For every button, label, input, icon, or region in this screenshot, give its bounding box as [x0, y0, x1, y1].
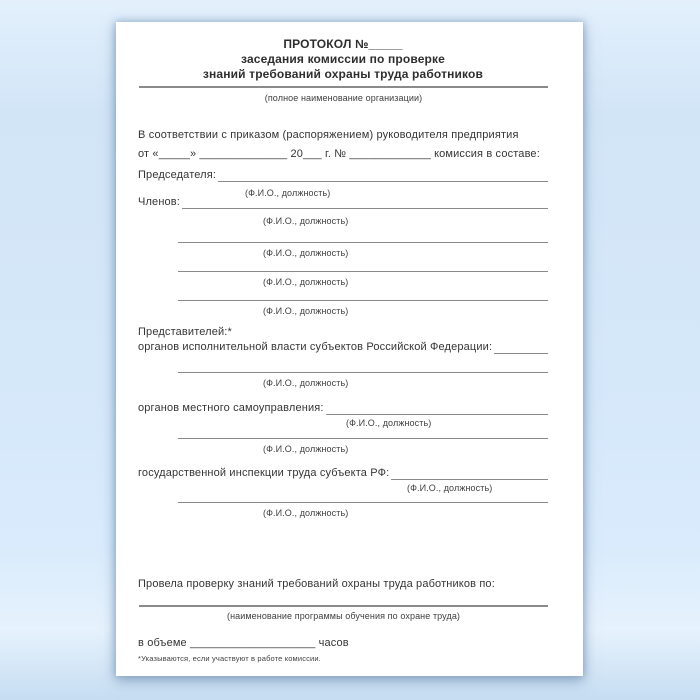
fio-caption: (Ф.И.О., должность) [263, 277, 349, 287]
title-line-2: заседания комиссии по проверке [240, 52, 445, 66]
member-blank-line [178, 242, 548, 243]
fio-caption: (Ф.И.О., должность) [263, 378, 349, 388]
volume-line: в объеме ____________________ часов [138, 637, 349, 649]
fio-caption: (Ф.И.О., должность) [263, 248, 349, 258]
program-caption: (наименование программы обучения по охране труда) [226, 611, 461, 621]
rep-inspection-blank-line [178, 502, 548, 503]
rep-local-label: органов местного самоуправления: [138, 402, 324, 414]
rep-local-blank-line [178, 438, 548, 439]
org-name-caption: (полное наименование организации) [264, 93, 423, 103]
fio-caption: (Ф.И.О., должность) [263, 508, 349, 518]
members-row [138, 197, 548, 209]
intro-line-1: В соответствии с приказом (распоряжением) руководителя предприятия [138, 129, 519, 141]
fio-caption: (Ф.И.О., должность) [263, 306, 349, 316]
members-label: Членов: [138, 196, 181, 208]
fio-caption: (Ф.И.О., должность) [407, 483, 493, 493]
rep-inspection-label: государственной инспекции труда субъекта РФ: [138, 467, 390, 479]
footnote: *Указываются, если участвуют в работе комиссии. [138, 654, 321, 663]
fio-caption: (Ф.И.О., должность) [263, 444, 349, 454]
chairman-row [138, 170, 548, 182]
fio-caption: (Ф.И.О., должность) [263, 216, 349, 226]
document-title [138, 37, 548, 82]
conducted-line: Провела проверку знаний требований охраны труда работников по: [138, 578, 495, 590]
representatives-label: Представителей:* [138, 326, 232, 338]
program-blank-line [139, 605, 548, 607]
title-line-1: ПРОТОКОЛ №_____ [283, 37, 403, 51]
title-line-3: знаний требований охраны труда работников [202, 67, 484, 81]
fio-caption: (Ф.И.О., должность) [346, 418, 432, 428]
rep-local-blank-line [326, 402, 548, 415]
rep-inspection-blank-line [391, 467, 548, 480]
member-blank-line [182, 196, 548, 209]
member-blank-line [178, 271, 548, 272]
chairman-label: Председателя: [138, 169, 217, 181]
member-blank-line [178, 300, 548, 301]
chairman-blank-line [218, 169, 548, 182]
org-name-blank-line [139, 86, 548, 88]
intro-line-2: от «_____» ______________ 20___ г. № _____________ комиссия в составе: [138, 148, 540, 160]
document-page [116, 22, 583, 676]
fio-caption: (Ф.И.О., должность) [245, 188, 331, 198]
rep-local-row [138, 403, 548, 415]
rep-executive-blank-line [494, 341, 548, 354]
rep-inspection-row [138, 468, 548, 480]
rep-executive-label: органов исполнительной власти субъектов Российской Федерации: [138, 341, 493, 353]
rep-executive-blank-line [178, 372, 548, 373]
rep-executive-row [138, 342, 548, 354]
